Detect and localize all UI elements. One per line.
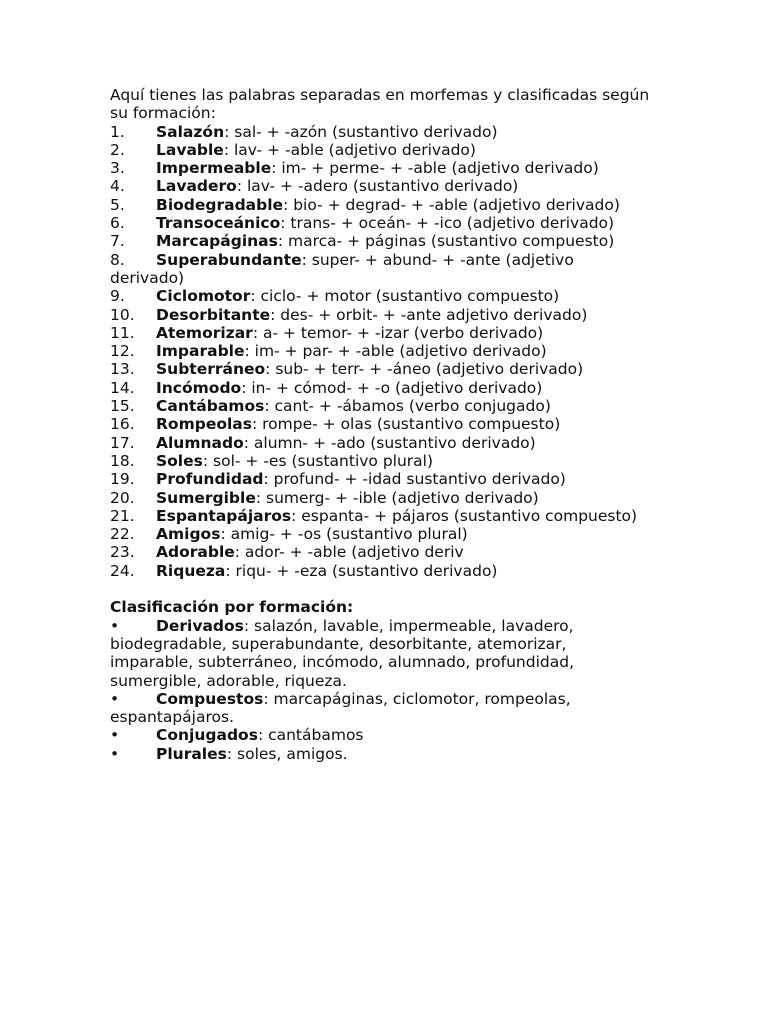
- list-item-word: Transoceánico: [156, 214, 281, 233]
- list-item: [110, 324, 650, 342]
- list-item: [110, 141, 650, 159]
- classification-list: [110, 617, 650, 763]
- list-item-analysis: : lav- + -adero (sustantivo derivado): [236, 177, 519, 196]
- list-item-word: Atemorizar: [156, 323, 253, 342]
- list-item-number: 19.: [110, 470, 135, 489]
- classification-item: [110, 617, 650, 690]
- list-item-analysis: : espanta- + pájaros (sustantivo compuesto): [291, 506, 638, 525]
- classification-label: Derivados: [156, 616, 244, 635]
- list-item: [110, 397, 650, 415]
- list-item-number: 4.: [110, 177, 125, 196]
- list-item-number: 3.: [110, 159, 125, 178]
- list-item: [110, 214, 650, 232]
- list-item-word: Lavable: [156, 140, 224, 159]
- list-item: [110, 177, 650, 195]
- list-item-number: 21.: [110, 506, 135, 525]
- list-item-number: 20.: [110, 488, 135, 507]
- document-body: [110, 86, 650, 763]
- list-item: [110, 415, 650, 433]
- classification-item: [110, 726, 650, 744]
- list-item-number: 8.: [110, 250, 125, 269]
- list-item: [110, 489, 650, 507]
- list-item-number: 22.: [110, 525, 135, 544]
- bullet-icon: •: [110, 616, 120, 635]
- list-item-word: Cantábamos: [156, 397, 265, 416]
- list-item-number: 15.: [110, 397, 135, 416]
- list-item-analysis: : profund- + -idad sustantivo derivado): [263, 470, 566, 489]
- list-item-word: Rompeolas: [156, 415, 252, 434]
- list-item-analysis: : cant- + -ábamos (verbo conjugado): [264, 397, 551, 416]
- list-item-analysis: : rompe- + olas (sustantivo compuesto): [252, 415, 561, 434]
- classification-words: : salazón, lavable, impermeable, lavadero, biodegradable, superabundante, desorbitante, atemorizar, imparable, subterráneo, incómodo, alumnado, profundidad, sumergible, adorable, riqueza.: [110, 616, 574, 690]
- list-item: [110, 379, 650, 397]
- list-item: [110, 287, 650, 305]
- list-item-analysis: : lav- + -able (adjetivo derivado): [223, 140, 476, 159]
- list-item-number: 5.: [110, 195, 125, 214]
- list-item-number: 24.: [110, 561, 135, 580]
- list-item: [110, 507, 650, 525]
- list-item-number: 6.: [110, 214, 125, 233]
- list-item-number: 1.: [110, 122, 125, 141]
- list-item: [110, 543, 650, 561]
- list-item-number: 11.: [110, 323, 135, 342]
- list-item: [110, 196, 650, 214]
- list-item-word: Desorbitante: [156, 305, 271, 324]
- list-item-analysis: : ciclo- + motor (sustantivo compuesto): [250, 287, 560, 306]
- list-item-number: 17.: [110, 433, 135, 452]
- list-item-analysis: : trans- + oceán- + -ico (adjetivo derivado): [280, 214, 615, 233]
- morpheme-list: [110, 123, 650, 580]
- list-item-analysis: : im- + perme- + -able (adjetivo derivado): [271, 159, 599, 178]
- classification-heading: Clasificación por formación:: [110, 598, 354, 617]
- list-item-number: 14.: [110, 378, 135, 397]
- list-item-word: Lavadero: [156, 177, 237, 196]
- classification-words: : soles, amigos.: [226, 744, 348, 763]
- list-item-analysis: : a- + temor- + -izar (verbo derivado): [252, 323, 544, 342]
- classification-label: Compuestos: [156, 689, 264, 708]
- list-item-analysis: : des- + orbit- + -ante adjetivo derivado): [270, 305, 588, 324]
- list-item-word: Superabundante: [156, 250, 302, 269]
- list-item-number: 12.: [110, 342, 135, 361]
- list-item-number: 13.: [110, 360, 135, 379]
- list-item-analysis: : sol- + -es (sustantivo plural): [202, 451, 434, 470]
- list-item-number: 16.: [110, 415, 135, 434]
- list-item-word: Salazón: [156, 122, 225, 141]
- list-item-analysis: : sumerg- + -ible (adjetivo derivado): [255, 488, 539, 507]
- bullet-icon: •: [110, 744, 120, 763]
- classification-label: Conjugados: [156, 726, 258, 745]
- list-item: [110, 342, 650, 360]
- list-item: [110, 251, 650, 288]
- list-item-word: Espantapájaros: [156, 506, 292, 525]
- list-item: [110, 470, 650, 488]
- classification-label: Plurales: [156, 744, 227, 763]
- list-item-number: 23.: [110, 543, 135, 562]
- classification-words: : cantábamos: [257, 726, 364, 745]
- list-item-number: 2.: [110, 140, 125, 159]
- list-item-word: Sumergible: [156, 488, 256, 507]
- list-item: [110, 452, 650, 470]
- classification-item: [110, 690, 650, 727]
- bullet-icon: •: [110, 726, 120, 745]
- list-item: [110, 434, 650, 452]
- list-item-analysis: : ador- + -able (adjetivo deriv: [234, 543, 464, 562]
- list-item-analysis: : bio- + degrad- + -able (adjetivo derivado): [283, 195, 620, 214]
- classification-words: : marcapáginas, ciclomotor, rompeolas, espantapájaros.: [110, 689, 571, 727]
- list-item-number: 9.: [110, 287, 125, 306]
- list-item: [110, 306, 650, 324]
- spacer: [110, 580, 650, 598]
- intro-text: Aquí tienes las palabras separadas en morfemas y clasificadas según su formación:: [110, 86, 650, 123]
- list-item-word: Subterráneo: [156, 360, 266, 379]
- list-item-word: Riqueza: [156, 561, 226, 580]
- list-item-word: Incómodo: [156, 378, 242, 397]
- list-item: [110, 360, 650, 378]
- list-item-word: Biodegradable: [156, 195, 284, 214]
- list-item-analysis: : alumn- + -ado (sustantivo derivado): [243, 433, 536, 452]
- list-item-analysis: : super- + abund- + -ante (adjetivo derivado): [110, 250, 574, 287]
- list-item-number: 10.: [110, 305, 135, 324]
- list-item-word: Amigos: [156, 525, 221, 544]
- list-item-number: 18.: [110, 451, 135, 470]
- list-item-word: Ciclomotor: [156, 287, 251, 306]
- list-item-word: Marcapáginas: [156, 232, 278, 251]
- list-item-word: Alumnado: [156, 433, 244, 452]
- list-item-word: Profundidad: [156, 470, 264, 489]
- list-item: [110, 159, 650, 177]
- list-item: [110, 232, 650, 250]
- list-item-word: Adorable: [156, 543, 235, 562]
- classification-item: [110, 745, 650, 763]
- list-item-analysis: : marca- + páginas (sustantivo compuesto): [277, 232, 615, 251]
- list-item-analysis: : riqu- + -eza (sustantivo derivado): [225, 561, 498, 580]
- list-item: [110, 123, 650, 141]
- list-item-word: Imparable: [156, 342, 245, 361]
- bullet-icon: •: [110, 689, 120, 708]
- list-item-word: Impermeable: [156, 159, 272, 178]
- list-item-number: 7.: [110, 232, 125, 251]
- list-item-analysis: : sub- + terr- + -áneo (adjetivo derivado): [265, 360, 584, 379]
- list-item: [110, 525, 650, 543]
- list-item-analysis: : in- + cómod- + -o (adjetivo derivado): [241, 378, 543, 397]
- list-item-analysis: : im- + par- + -able (adjetivo derivado): [244, 342, 547, 361]
- list-item: [110, 562, 650, 580]
- list-item-word: Soles: [156, 451, 203, 470]
- list-item-analysis: : sal- + -azón (sustantivo derivado): [224, 122, 498, 141]
- list-item-analysis: : amig- + -os (sustantivo plural): [220, 525, 468, 544]
